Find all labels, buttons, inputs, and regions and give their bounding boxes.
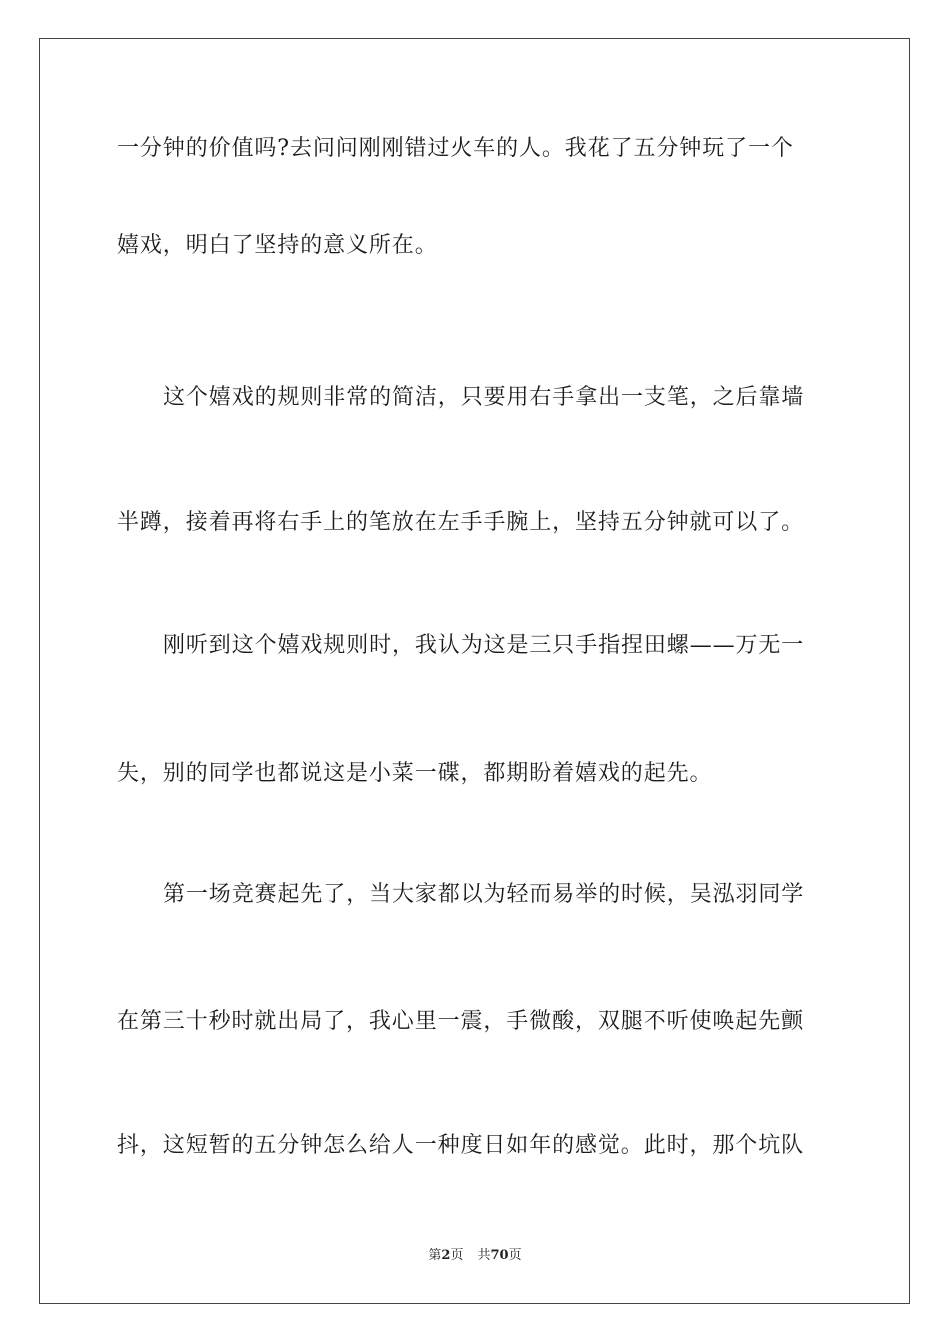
body-line-1: 一分钟的价值吗?去问问刚刚错过火车的人。我花了五分钟玩了一个 [117, 136, 794, 161]
footer-page-number: 2 [441, 1248, 451, 1263]
footer-page-suffix: 页 [450, 1248, 464, 1263]
footer-total-pages: 70 [490, 1248, 509, 1263]
body-line-5: 刚听到这个嬉戏规则时，我认为这是三只手指捏田螺——万无一 [163, 633, 805, 658]
page-frame [39, 38, 910, 1304]
body-line-4: 半蹲，接着再将右手上的笔放在左手手腕上，坚持五分钟就可以了。 [117, 510, 805, 535]
body-line-3: 这个嬉戏的规则非常的简洁，只要用右手拿出一支笔，之后靠墙 [163, 385, 805, 410]
body-line-9: 抖，这短暂的五分钟怎么给人一种度日如年的感觉。此时，那个坑队 [117, 1133, 805, 1158]
body-line-8: 在第三十秒时就出局了，我心里一震，手微酸，双腿不听使唤起先颤 [117, 1009, 805, 1034]
body-line-7: 第一场竞赛起先了，当大家都以为轻而易举的时候，吴泓羽同学 [163, 882, 805, 907]
body-line-6: 失，别的同学也都说这是小菜一碟，都期盼着嬉戏的起先。 [117, 761, 713, 786]
page-footer [0, 1247, 950, 1265]
body-line-2: 嬉戏，明白了坚持的意义所在。 [117, 233, 438, 258]
footer-total-suffix: 页 [508, 1248, 522, 1263]
footer-page-prefix: 第 [428, 1248, 442, 1263]
footer-total-prefix: 共 [477, 1248, 491, 1263]
